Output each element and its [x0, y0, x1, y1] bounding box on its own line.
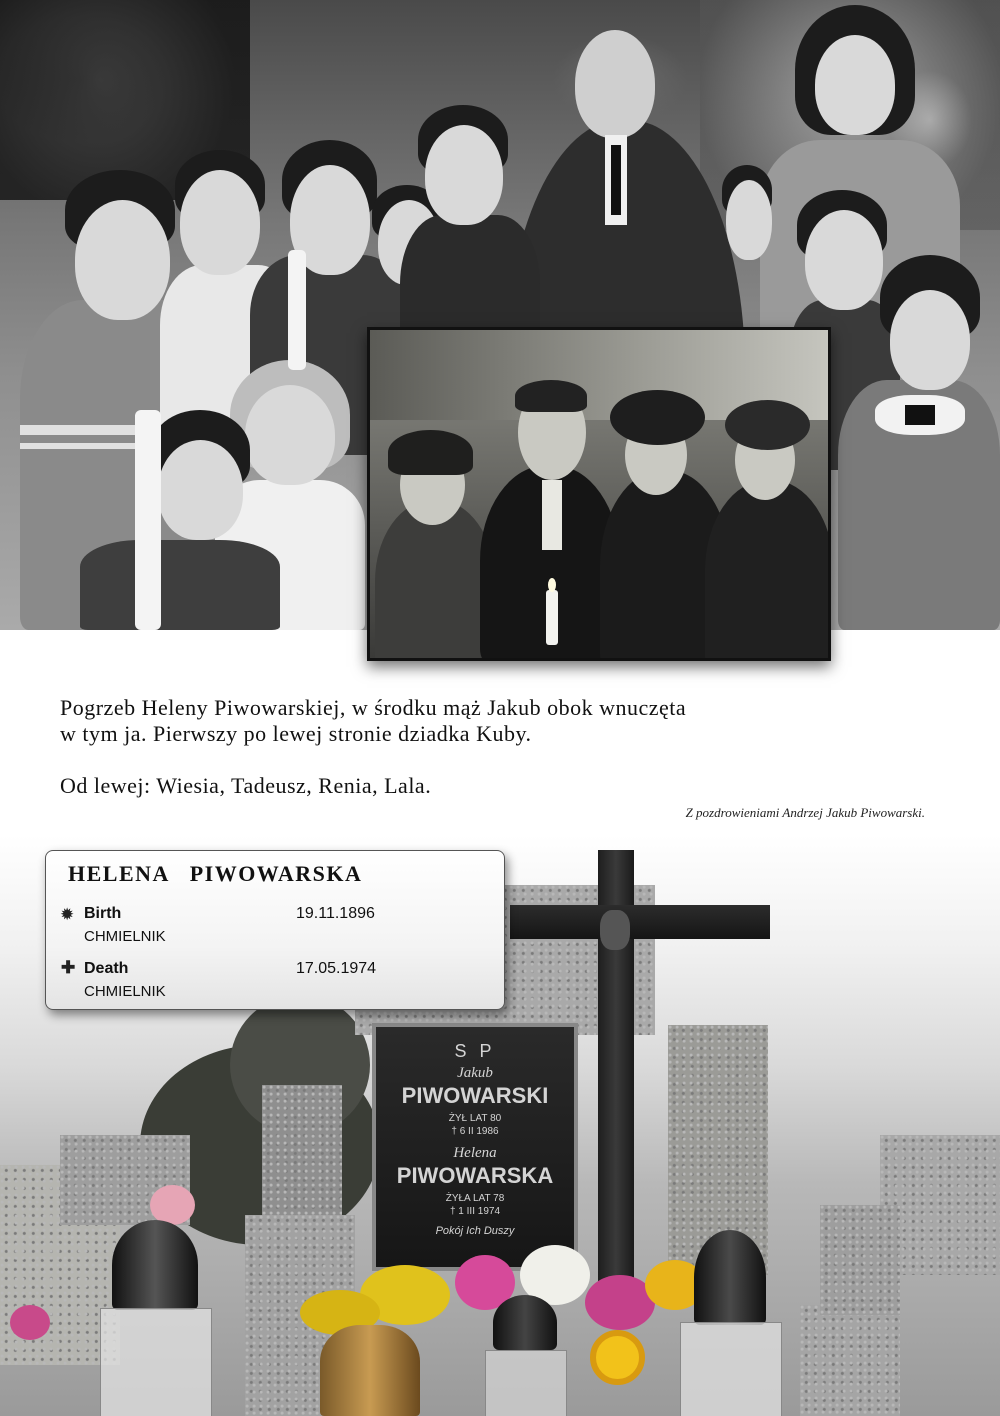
elderly-man-face — [575, 30, 655, 138]
inscription-age: ŻYŁ LAT 80 — [448, 1113, 502, 1124]
photo-caption — [60, 695, 950, 799]
inscription-date: † 1 III 1974 — [449, 1206, 501, 1217]
grave-lantern — [100, 1220, 210, 1416]
girl-face — [815, 35, 895, 135]
candle — [546, 590, 558, 645]
girl-face — [245, 385, 335, 485]
inscription-first-name: Jakub — [457, 1065, 493, 1081]
side-vase — [262, 1085, 342, 1235]
caption-line: w tym ja. Pierwszy po lewej stronie dziadka Kuby. — [60, 721, 532, 746]
person-info-card — [45, 850, 505, 1010]
man-shirt — [542, 480, 562, 550]
monogram: S P — [454, 1041, 496, 1061]
christ-relief — [600, 910, 630, 950]
candle — [135, 410, 161, 630]
inscription-age: ŻYŁA LAT 78 — [445, 1193, 505, 1204]
birth-label: Birth — [84, 905, 122, 922]
boy-face — [180, 170, 260, 275]
grave-lantern-brass — [320, 1325, 420, 1416]
inscription-date: † 6 II 1986 — [451, 1126, 499, 1137]
sunflower — [590, 1330, 645, 1385]
boy-face — [805, 210, 883, 310]
death-date: 17.05.1974 — [296, 960, 377, 977]
cross-horizontal — [510, 905, 770, 939]
cross-icon: ✚ — [61, 958, 76, 977]
candle-flame — [548, 578, 556, 592]
boy-face — [726, 180, 772, 260]
bow-tie — [905, 405, 935, 425]
woman-left-hair — [388, 430, 473, 475]
inscription-first-name: Helena — [453, 1145, 497, 1161]
grave-lantern — [485, 1295, 565, 1416]
black-tie — [611, 145, 621, 215]
side-vase — [820, 1205, 900, 1315]
death-place: CHMIELNIK — [84, 983, 166, 1000]
boy-face — [890, 290, 970, 390]
signature: Z pozdrowieniami Andrzej Jakub Piwowarski. — [685, 805, 925, 820]
woman-right-hair — [725, 400, 810, 450]
pink-flowers — [150, 1185, 195, 1225]
boy-face — [425, 125, 503, 225]
boy-face — [75, 200, 170, 320]
inscription-surname: PIWOWARSKI — [401, 1083, 549, 1108]
man-hair — [515, 380, 587, 412]
child-sweater — [80, 540, 280, 630]
grave-lantern — [680, 1230, 780, 1416]
grave-border-stone — [800, 1305, 900, 1416]
caption-line: Pogrzeb Heleny Piwowarskiej, w środku mąż Jakub obok wnuczęta — [60, 695, 687, 720]
inscription-surname: PIWOWARSKA — [396, 1163, 554, 1188]
candle — [288, 250, 306, 370]
inscription-slab — [372, 1023, 578, 1271]
caption-names-line: Od lewej: Wiesia, Tadeusz, Renia, Lala. — [60, 773, 432, 798]
sun-icon: ✹ — [60, 905, 75, 924]
birth-date: 19.11.1896 — [296, 905, 375, 922]
pink-flowers — [10, 1305, 50, 1340]
woman-right-figure — [705, 480, 831, 661]
person-name: HELENA PIWOWARSKA — [68, 861, 363, 886]
woman-center-hair — [610, 390, 705, 445]
funeral-inset-photo — [367, 327, 831, 661]
birth-place: CHMIELNIK — [84, 928, 166, 945]
inscription-epitaph: Pokój Ich Duszy — [435, 1225, 515, 1237]
death-label: Death — [84, 960, 129, 977]
child-face — [158, 440, 243, 540]
